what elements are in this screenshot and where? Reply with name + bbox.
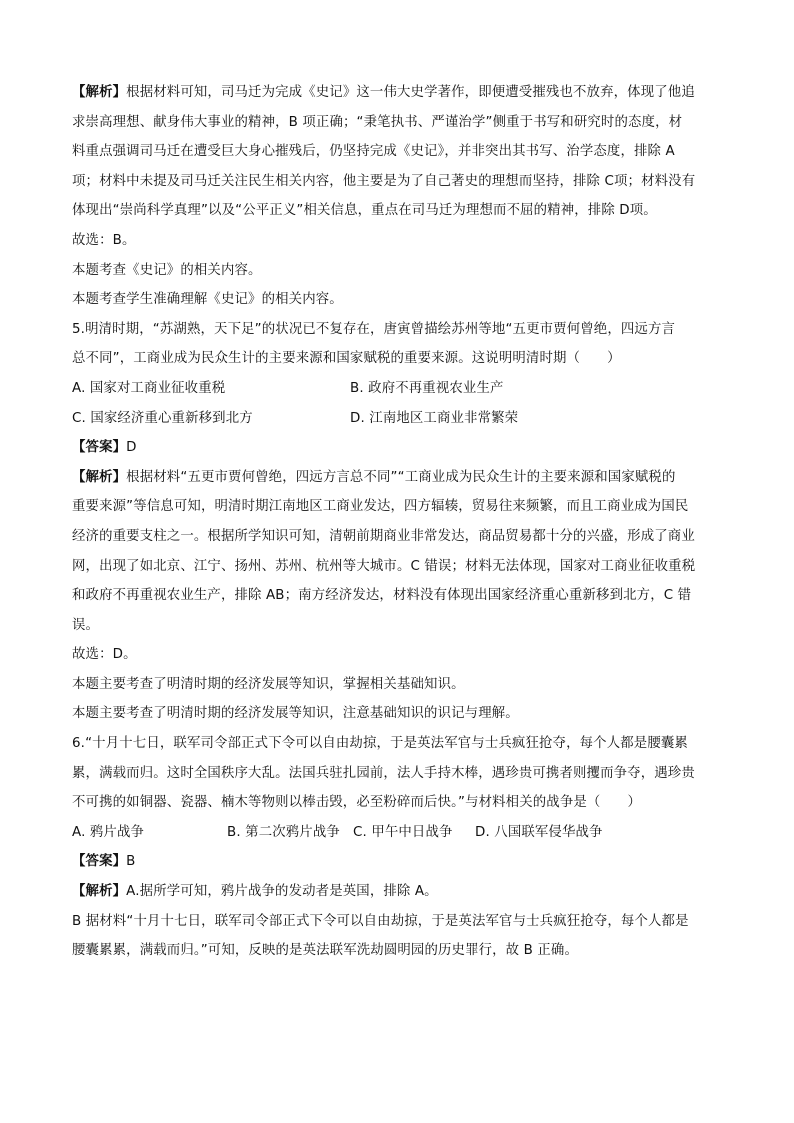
q6-answer-value: B: [126, 854, 136, 870]
q6-analysis-line-3: 腰囊累累，满载而归。”可知，反映的是英法联军洗劫圆明园的历史罪行，故 B 正确。: [72, 943, 578, 959]
q4-analysis-line-2: 求崇高理想、献身伟大事业的精神，B 项正确；“秉笔执书、严谨治学”侧重于书写和研究时的态度，材: [72, 114, 683, 130]
q5-analysis-line-2: 重要来源”等信息可知，明清时期江南地区工商业发达，四方辐辏，贸易往来频繁，而且工商业成为国民: [72, 499, 689, 515]
q5-analysis-line-5: 和政府不再重视农业生产，排除 AB；南方经济发达，材料没有体现出国家经济重心重新移到北方，C 错: [72, 588, 692, 604]
q4-analysis-line-4: 项；材料中未提及司马迁关注民生相关内容，他主要是为了自己著史的理想而坚持，排除 C项；材料没有: [72, 173, 696, 189]
q6-analysis-line-1: 【解析】A.据所学可知，鸦片战争的发动者是英国，排除 A。: [72, 884, 438, 900]
q4-analysis-line-3: 料重点强调司马迁在遭受巨大身心摧残后，仍坚持完成《史记》，并非突出其书写、治学态度，排除 A: [72, 144, 675, 160]
q5-option-c: C. 国家经济重心重新移到北方: [72, 410, 253, 426]
q4-note-1: 本题考查《史记》的相关内容。: [72, 262, 262, 278]
q5-stem-line-2: 总不同”，工商业成为民众生计的主要来源和国家赋税的重要来源。这说明明清时期（ ）: [72, 351, 621, 367]
q5-analysis-line-4: 网，出现了如北京、江宁、扬州、苏州、杭州等大城市。C 错误；材料无法体现，国家对工商业征收重税: [72, 558, 696, 574]
q5-analysis-line-6: 误。: [72, 617, 100, 633]
q5-note-2: 本题主要考查了明清时期的经济发展等知识，注意基础知识的识记与理解。: [72, 706, 519, 722]
q5-note-1: 本题主要考查了明清时期的经济发展等知识，掌握相关基础知识。: [72, 676, 465, 692]
q6-stem-line-1: 6.“十月十七日，联军司令部正式下令可以自由劫掠，于是英法军官与士兵疯狂抢夺，每个人都是腰囊累: [72, 736, 688, 752]
q4-choice: 故选：B。: [72, 232, 136, 248]
q6-answer: [72, 847, 722, 877]
q5-options-row-2: [72, 404, 722, 434]
q4-analysis-line-5: 体现出“崇尚科学真理”以及“公平正义”相关信息，重点在司马迁为理想而不屈的精神，排除 D项。: [72, 203, 657, 219]
q5-choice: 故选：D。: [72, 647, 137, 663]
q5-analysis-line-1: 【解析】根据材料“五更市贾何曾绝，四远方言总不同”“工商业成为民众生计的主要来源和国家赋税的: [72, 469, 676, 485]
q6-analysis-line-2: B 据材料“十月十七日，联军司令部正式下令可以自由劫掠，于是英法军官与士兵疯狂抢夺，每个人都是: [72, 913, 689, 929]
q5-analysis-line-3: 经济的重要支柱之一。根据所学知识可知，清朝前期商业非常发达，商品贸易都十分的兴盛，形成了商业: [72, 528, 695, 544]
q6-option-b: B. 第二次鸦片战争: [227, 824, 340, 840]
analysis-tag: 【解析】: [72, 469, 127, 485]
q4-analysis-line-1: 【解析】根据材料可知，司马迁为完成《史记》这一伟大史学著作，即便遭受摧残也不放弃，体现了他追: [72, 85, 695, 100]
analysis-tag: 【解析】: [72, 884, 127, 900]
document-page: [72, 78, 722, 966]
q4-note-2: 本题考查学生准确理解《史记》的相关内容。: [72, 292, 343, 308]
q6-options-row: [72, 818, 722, 848]
answer-tag: 【答案】: [72, 854, 127, 870]
q5-option-d: D. 江南地区工商业非常繁荣: [350, 410, 519, 426]
q6-stem-line-3: 不可携的如铜器、瓷器、楠木等物则以棒击毁，必至粉碎而后快。”与材料相关的战争是（ ）: [72, 795, 642, 811]
q5-options-row-1: [72, 374, 722, 404]
q6-option-a: A. 鸦片战争: [72, 824, 145, 840]
q5-option-a: A. 国家对工商业征收重税: [72, 380, 226, 396]
q5-option-b: B. 政府不再重视农业生产: [350, 380, 504, 396]
answer-tag: 【答案】: [72, 440, 127, 456]
q6-option-c: C. 甲午中日战争: [353, 824, 453, 840]
q6-option-d: D. 八国联军侵华战争: [475, 824, 603, 840]
q5-stem-line-1: 5.明清时期，“苏湖熟，天下足”的状况已不复存在，唐寅曾描绘苏州等地“五更市贾何曾绝，四远方言: [72, 321, 676, 337]
analysis-tag: 【解析】: [72, 85, 127, 100]
q6-stem-line-2: 累，满载而归。这时全国秩序大乱。法国兵驻扎园前，法人手持木棒，遇珍贵可携者则攫而争夺，遇珍贵: [72, 765, 695, 781]
q5-answer: [72, 433, 722, 463]
q5-answer-value: D: [126, 440, 137, 456]
